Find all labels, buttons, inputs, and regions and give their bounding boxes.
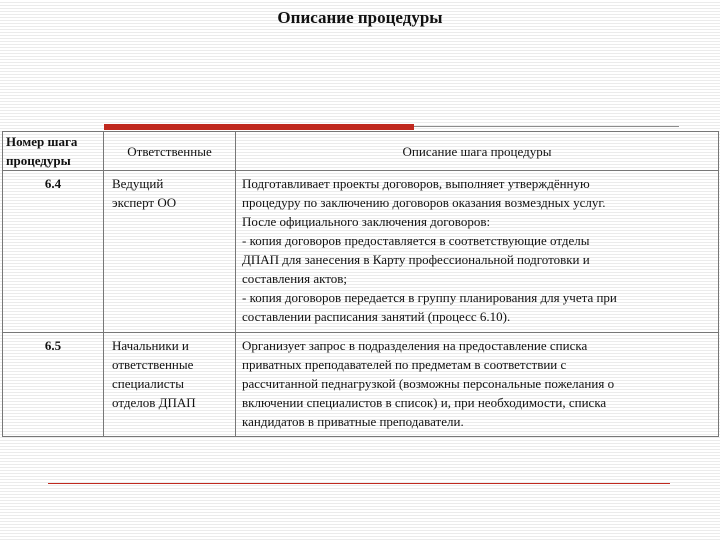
table-row — [3, 333, 719, 437]
decorative-gray-line — [414, 126, 679, 127]
table-header-row — [3, 132, 719, 171]
header-step-number: Номер шага процедуры — [3, 132, 104, 171]
header-description: Описание шага процедуры — [236, 132, 719, 171]
step-number: 6.4 — [3, 171, 104, 333]
header-responsible: Ответственные — [104, 132, 236, 171]
decorative-red-bar — [104, 124, 414, 130]
step-number: 6.5 — [3, 333, 104, 437]
description-cell: Организует запрос в подразделения на предоставление списка приватных преподавателей по предметам в соответствии с рассчитанной педнагрузкой (возможны персональные пожелания о включении специалистов в список) и, при необходимости, списка кандидатов в приватные преподаватели. — [236, 333, 719, 437]
responsible-cell: Ведущий эксперт ОО — [104, 171, 236, 333]
responsible-cell: Начальники и ответственные специалисты отделов ДПАП — [104, 333, 236, 437]
table-row — [3, 171, 719, 333]
page-title: Описание процедуры — [277, 8, 443, 27]
decorative-red-line — [48, 483, 670, 484]
description-cell: Подготавливает проекты договоров, выполняет утверждённую процедуру по заключению договоров оказания возмездных услуг. После официального заключения договоров: - копия договоров предоставляется в соответствующие отделы ДПАП для занесения в Карту профессиональной подготовки и составления актов; - копия договоров передается в группу планирования для учета при составлении расписания занятий (процесс 6.10). — [236, 171, 719, 333]
procedure-table — [2, 131, 719, 437]
